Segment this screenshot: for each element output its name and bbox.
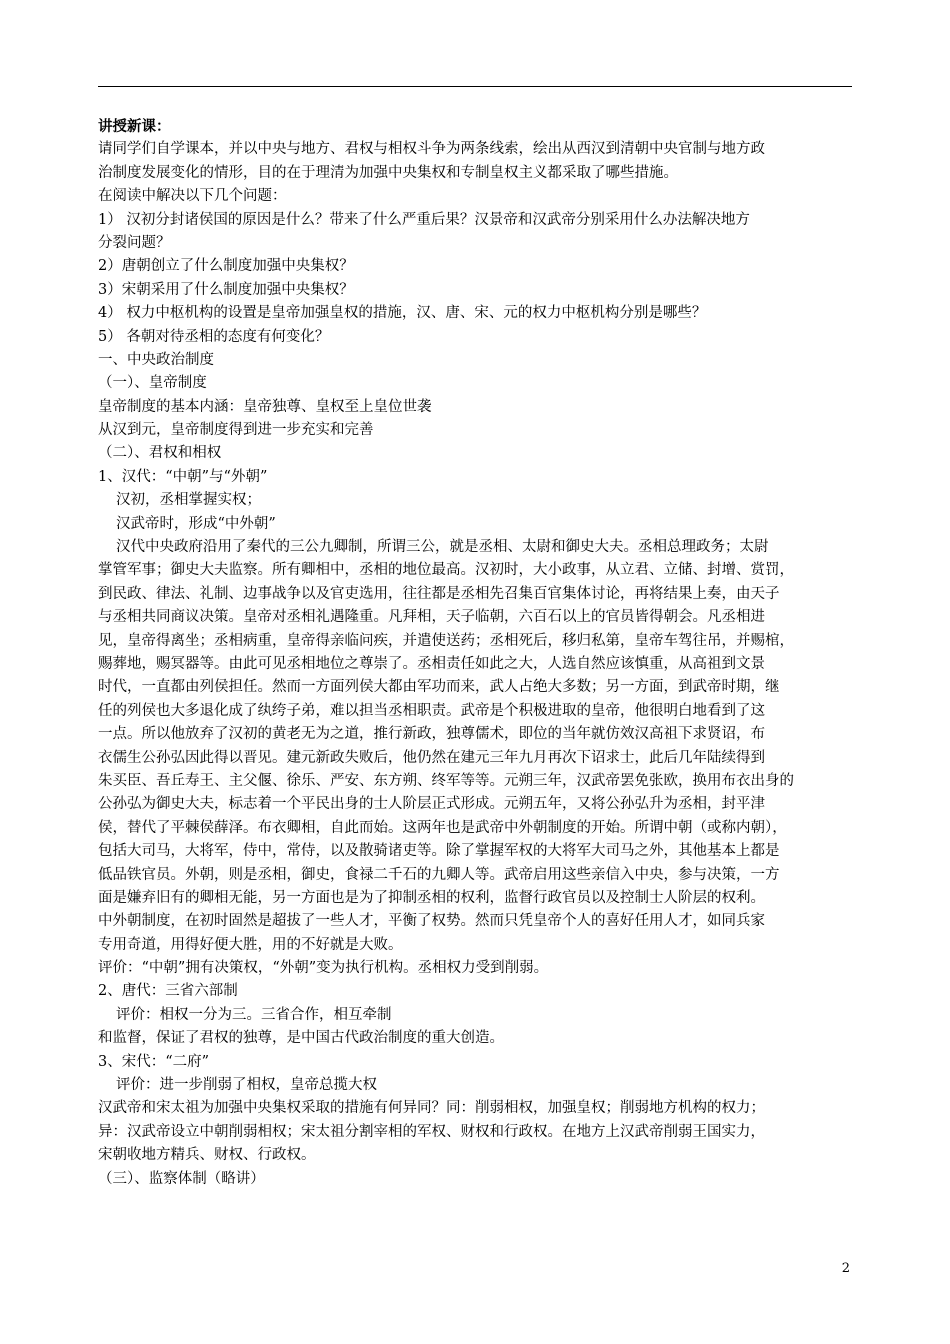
text-line: 异：汉武帝设立中朝削弱相权；宋太祖分割宰相的军权、财权和行政权。在地方上汉武帝削弱王国实力， <box>98 1123 765 1140</box>
text-line: 请同学们自学课本，并以中央与地方、君权与相权斗争为两条线索，绘出从西汉到清朝中央官制与地方政 <box>98 141 765 158</box>
paragraph-line: 任的列侯也大多退化成了纨绔子弟，难以担当丞相职责。武帝是个积极进取的皇帝，他很明白地看到了这 <box>98 702 765 719</box>
paragraph-line: 见，皇帝得离坐；丞相病重，皇帝得亲临问疾，并遣使送药；丞相死后，移归私第，皇帝车驾往吊，并赐棺， <box>98 632 794 649</box>
paragraph-line: 专用奇道，用得好便大胜，用的不好就是大败。 <box>98 936 403 953</box>
evaluation-line: 评价：进一步削弱了相权，皇帝总揽大权 <box>116 1077 377 1094</box>
document-body <box>98 115 852 1191</box>
paragraph-line: 时代，一直都由列侯担任。然而一方面列侯大都由军功而来，武人占绝大多数；另一方面，到武帝时期，继 <box>98 679 780 696</box>
question-1: 1） 汉初分封诸侯国的原因是什么？带来了什么严重后果？汉景帝和汉武帝分别采用什么办法解决地方 <box>98 211 750 228</box>
subsection-title: （一）、皇帝制度 <box>98 375 207 392</box>
text-line: 汉武帝时，形成“中外朝” <box>116 515 276 532</box>
subsection-title: （二）、君权和相权 <box>98 445 222 462</box>
paragraph-line: 朱买臣、吾丘寿王、主父偃、徐乐、严安、东方朔、终军等等。元朔三年，汉武帝罢免张欧，换用布衣出身的 <box>98 772 794 789</box>
question-2: 2）唐朝创立了什么制度加强中央集权？ <box>98 258 354 275</box>
item-title: 2、唐代：三省六部制 <box>98 983 238 1000</box>
item-title: 1、汉代：“中朝”与“外朝” <box>98 468 268 485</box>
text-line: 汉武帝和宋太祖为加强中央集权采取的措施有何异同？同：削弱相权，加强皇权；削弱地方机构的权力； <box>98 1100 765 1117</box>
header-rule <box>98 86 852 87</box>
text-line: 宋朝收地方精兵、财权、行政权。 <box>98 1147 316 1164</box>
paragraph-line: 到民政、律法、礼制、边事战争以及官吏选用，往往都是丞相先召集百官集体讨论，再将结果上奏，由天子 <box>98 585 780 602</box>
subsection-title: （三）、监察体制（略讲） <box>98 1170 265 1187</box>
paragraph-line: 掌管军事；御史大夫监察。所有卿相中，丞相的地位最高。汉初时，大小政事，从立君、立储、封增、赏罚， <box>98 562 794 579</box>
paragraph-line: 中外朝制度，在初时固然是超拔了一些人才，平衡了权势。然而只凭皇帝个人的喜好任用人才，如同兵家 <box>98 913 765 930</box>
text-line: 治制度发展变化的情形，目的在于理清为加强中央集权和专制皇权主义都采取了哪些措施。 <box>98 164 678 181</box>
paragraph-line: 汉代中央政府沿用了秦代的三公九卿制，所谓三公，就是丞相、太尉和御史大夫。丞相总理政务；太尉 <box>116 539 769 556</box>
paragraph-line: 公孙弘为御史大夫，标志着一个平民出身的士人阶层正式形成。元朔五年，又将公孙弘升为丞相，封平津 <box>98 796 765 813</box>
paragraph-line: 一点。所以他放弃了汉初的黄老无为之道，推行新政，独尊儒术，即位的当年就仿效汉高祖下求贤诏，布 <box>98 726 765 743</box>
paragraph-line: 衣儒生公孙弘因此得以晋见。建元新政失败后，他仍然在建元三年九月再次下诏求士，此后几年陆续得到 <box>98 749 765 766</box>
evaluation-line: 评价：“中朝”拥有决策权，“外朝”变为执行机构。丞相权力受到削弱。 <box>98 960 549 977</box>
item-title: 3、宋代：“二府” <box>98 1053 210 1070</box>
text-line: 从汉到元，皇帝制度得到进一步充实和完善 <box>98 422 374 439</box>
question-4: 4） 权力中枢机构的设置是皇帝加强皇权的措施，汉、唐、宋、元的权力中枢机构分别是哪些？ <box>98 305 707 322</box>
question-5: 5） 各朝对待丞相的态度有何变化？ <box>98 328 330 345</box>
evaluation-line: 评价：相权一分为三。三省合作，相互牵制 <box>116 1006 392 1023</box>
question-1-cont: 分裂问题？ <box>98 234 171 251</box>
paragraph-line: 包括大司马，大将军，侍中，常侍，以及散骑诸吏等。除了掌握军权的大将军大司马之外，其他基本上都是 <box>98 843 780 860</box>
paragraph-line: 侯，替代了平棘侯薛泽。布衣卿相，自此而始。这两年也是武帝中外朝制度的开始。所谓中朝（或称内朝）， <box>98 819 787 836</box>
text-line: 皇帝制度的基本内涵：皇帝独尊、皇权至上皇位世袭 <box>98 398 432 415</box>
page-number: 2 <box>841 1261 850 1276</box>
question-3: 3）宋朝采用了什么制度加强中央集权？ <box>98 281 354 298</box>
paragraph-line: 面是嫌弃旧有的卿相无能，另一方面也是为了抑制丞相的权利，监督行政官员以及控制士人阶层的权利。 <box>98 889 765 906</box>
section-heading: 讲授新课： <box>98 118 171 135</box>
text-line: 在阅读中解决以下几个问题： <box>98 188 287 205</box>
paragraph-line: 低品铁官员。外朝，则是丞相，御史，食禄二千石的九卿人等。武帝启用这些亲信入中央，参与决策，一方 <box>98 866 780 883</box>
paragraph-line: 与丞相共同商议决策。皇帝对丞相礼遇隆重。凡拜相，天子临朝，六百石以上的官员皆得朝会。凡丞相进 <box>98 609 765 626</box>
text-line: 汉初，丞相掌握实权； <box>116 492 261 509</box>
section-title: 一、中央政治制度 <box>98 351 214 368</box>
paragraph-line: 赐葬地，赐冥器等。由此可见丞相地位之尊崇了。丞相责任如此之大，人选自然应该慎重，从高祖到文景 <box>98 655 765 672</box>
text-line: 和监督，保证了君权的独尊，是中国古代政治制度的重大创造。 <box>98 1030 504 1047</box>
